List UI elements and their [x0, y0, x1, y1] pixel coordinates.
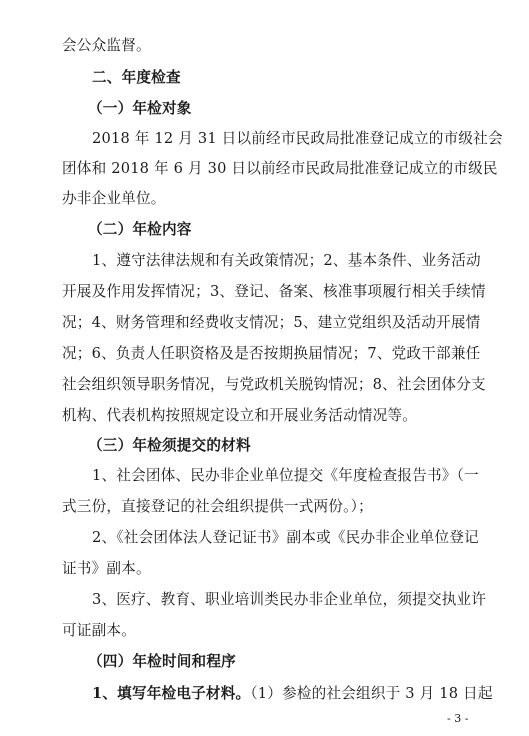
subheading-inspection-target: （一）年检对象	[88, 100, 192, 117]
paragraph-line: 况；4、财务管理和经费收支情况；5、建立党组织及活动开展情	[62, 314, 481, 331]
paragraph-line: 2018 年 12 月 31 日以前经市民政局批准登记成立的市级社会	[92, 130, 503, 147]
paragraph-line: 机构、代表机构按照规定设立和开展业务活动情况等。	[62, 407, 418, 424]
paragraph-line: 证书》副本。	[62, 560, 151, 577]
paragraph-line: 1、遵守法律法规和有关政策情况；2、基本条件、业务活动	[92, 252, 481, 269]
paragraph-line: 式三份，直接登记的社会组织提供一式两份。）；	[62, 498, 373, 515]
subheading-time-and-procedure: （四）年检时间和程序	[88, 653, 236, 670]
paragraph-line: 2、《社会团体法人登记证书》副本或《民办非企业单位登记	[92, 529, 479, 546]
procedure-step-line	[92, 684, 493, 704]
paragraph-line: 团体和 2018 年 6 月 30 日以前经市民政局批准登记成立的市级民	[62, 160, 498, 177]
paragraph-line: 可证副本。	[62, 622, 136, 639]
step-detail: （1）参检的社会组织于 3 月 18 日起	[250, 685, 493, 702]
paragraph-line: 3、医疗、教育、职业培训类民办非企业单位，须提交执业许	[92, 591, 487, 608]
section-heading-annual-inspection: 二、年度检查	[92, 69, 181, 86]
paragraph-line: 社会组织领导职务情况，与党政机关脱钩情况；8、社会团体分支	[62, 376, 486, 393]
subheading-required-materials: （三）年检须提交的材料	[88, 437, 251, 454]
paragraph-line: 况；6、负责人任职资格及是否按期换届情况；7、党政干部兼任	[62, 345, 481, 362]
subheading-inspection-content: （二）年检内容	[88, 221, 192, 238]
step-title: 1、填写年检电子材料。	[92, 685, 251, 702]
paragraph-line: 会公众监督。	[62, 37, 151, 54]
page-number: - 3 -	[447, 712, 469, 725]
paragraph-line: 1、社会团体、民办非企业单位提交《年度检查报告书》（一	[92, 467, 479, 484]
paragraph-line: 开展及作用发挥情况；3、登记、备案、核准事项履行相关手续情	[62, 283, 486, 300]
paragraph-line: 办非企业单位。	[62, 190, 166, 207]
